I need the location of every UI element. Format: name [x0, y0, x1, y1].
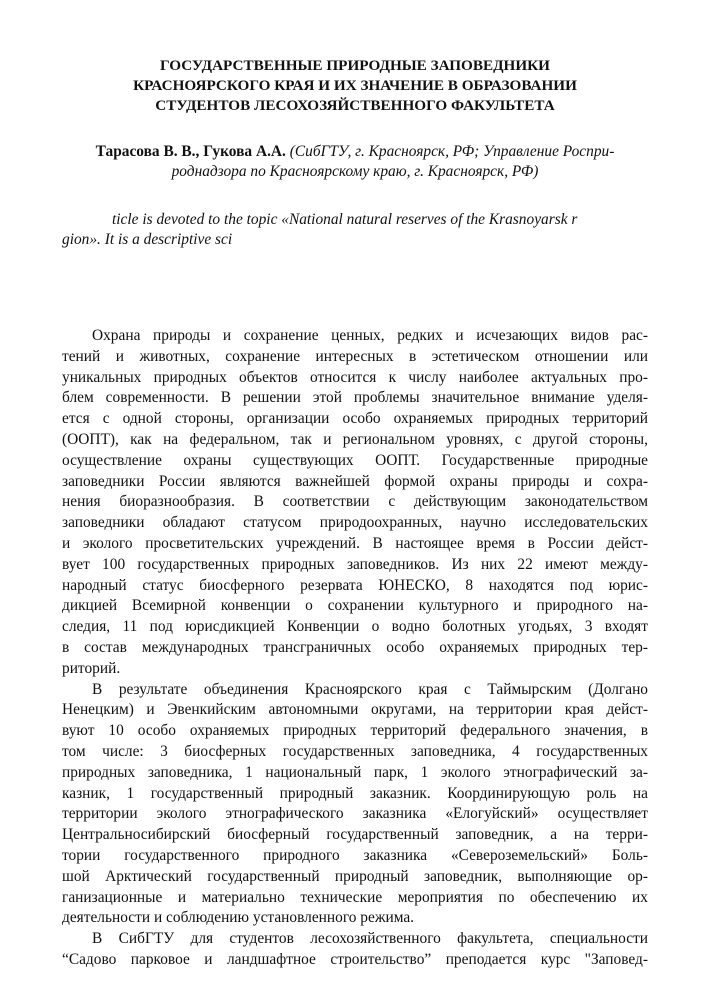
text-line: Центральносибирский биосферный государственный заповедник, а на терри-: [62, 826, 648, 844]
text-line: заповедники обладают статусом природоохранных, научно исследовательских: [62, 514, 648, 532]
title-line: ГОСУДАРСТВЕННЫЕ ПРИРОДНЫЕ ЗАПОВЕДНИКИ: [159, 57, 550, 74]
text-line: в состав международных трансграничных особо охраняемых природных тер-: [62, 638, 648, 656]
text-line: том числе: 3 биосферных государственных заповедника, 4 государственных: [62, 742, 648, 760]
abstract-line: gion». It is a descriptive sci: [62, 231, 233, 248]
text-line: нения биоразнообразия. В соответствии с действующим законодательством: [62, 493, 648, 511]
text-line: (ООПТ), как на федеральном, так и региональном уровнях, с другой стороны,: [62, 430, 648, 448]
page: [62, 56, 648, 971]
paragraph: [62, 929, 648, 971]
affiliation-part-1: (СибГТУ, г. Красноярск, РФ; Управление Роспри-: [289, 143, 615, 160]
text-line: ганизационные и материально технические мероприятия по обеспечению их: [62, 888, 648, 906]
authors-block: [62, 142, 648, 182]
text-line: деятельности и соблюдению установленного режима.: [62, 909, 415, 927]
text-line: вует 100 государственных природных заповедников. Из них 22 имеют между-: [62, 555, 648, 573]
text-line: казник, 1 государственный природный заказник. Координирующую роль на: [62, 784, 648, 802]
text-line: природных заповедника, 1 национальный парк, 1 эколого этнографический за-: [62, 763, 648, 781]
text-line: ется с одной стороны, организации особо охраняемых природных территорий: [62, 410, 648, 428]
affiliation-part-2: роднадзора по Красноярскому краю, г. Красноярск, РФ): [171, 163, 539, 180]
text-line: вуют 10 особо охраняемых природных территорий федерального значения, в: [62, 722, 648, 740]
text-line: следия, 11 под юрисдикцией Конвенции о водно болотных угодьях, 3 входят: [62, 618, 648, 636]
text-line: народный статус биосферного резервата ЮНЕСКО, 8 находятся под юрис-: [62, 576, 648, 594]
text-line: Ненецким) и Эвенкийским автономными округами, на территории края дейст-: [62, 701, 648, 719]
text-line: осуществление охраны существующих ООПТ. Государственные природные: [62, 451, 648, 469]
text-line: шой Арктический государственный природный заповедник, выполняющие ор-: [62, 867, 648, 885]
text-line: В СибГТУ для студентов лесохозяйственного факультета, специальности: [92, 930, 648, 948]
text-line: тории государственного природного заказника «Североземельский» Боль-: [62, 846, 648, 864]
text-line: риторий.: [62, 659, 121, 677]
text-line: дикцией Всемирной конвенции о сохранении культурного и природного на-: [62, 597, 648, 615]
abstract-line: ticle is devoted to the topic «National natural reserves of the Krasnoyarsk r: [112, 211, 578, 228]
article-body: [62, 326, 648, 971]
text-line: уникальных природных объектов относится к числу наиболее актуальных про-: [62, 368, 648, 386]
text-line: тений и животных, сохранение интересных в эстетическом отношении или: [62, 347, 648, 365]
text-line: и эколого просветительских учреждений. В настоящее время в России дейст-: [62, 534, 648, 552]
text-line: “Садово парковое и ландшафтное строительство” преподается курс "Заповед-: [62, 950, 648, 968]
author-names: Тарасова В. В., Гукова А.А.: [95, 143, 286, 160]
text-line: В результате объединения Красноярского края с Таймырским (Долгано: [92, 680, 648, 698]
text-line: территории эколого этнографического заказника «Елогуйский» осуществляет: [62, 805, 648, 823]
paragraph: [62, 680, 648, 930]
text-line: заповедники России являются важнейшей формой охраны природы и сохра-: [62, 472, 648, 490]
text-line: блем современности. В решении этой проблемы значительное внимание уделя-: [62, 389, 648, 407]
article-title: [62, 56, 648, 116]
title-line: КРАСНОЯРСКОГО КРАЯ И ИХ ЗНАЧЕНИЕ В ОБРАЗОВАНИИ: [133, 77, 577, 94]
title-line: СТУДЕНТОВ ЛЕСОХОЗЯЙСТВЕННОГО ФАКУЛЬТЕТА: [155, 97, 555, 114]
text-line: Охрана природы и сохранение ценных, редких и исчезающих видов рас-: [92, 327, 648, 344]
paragraph: [62, 326, 648, 680]
abstract: [62, 210, 648, 250]
